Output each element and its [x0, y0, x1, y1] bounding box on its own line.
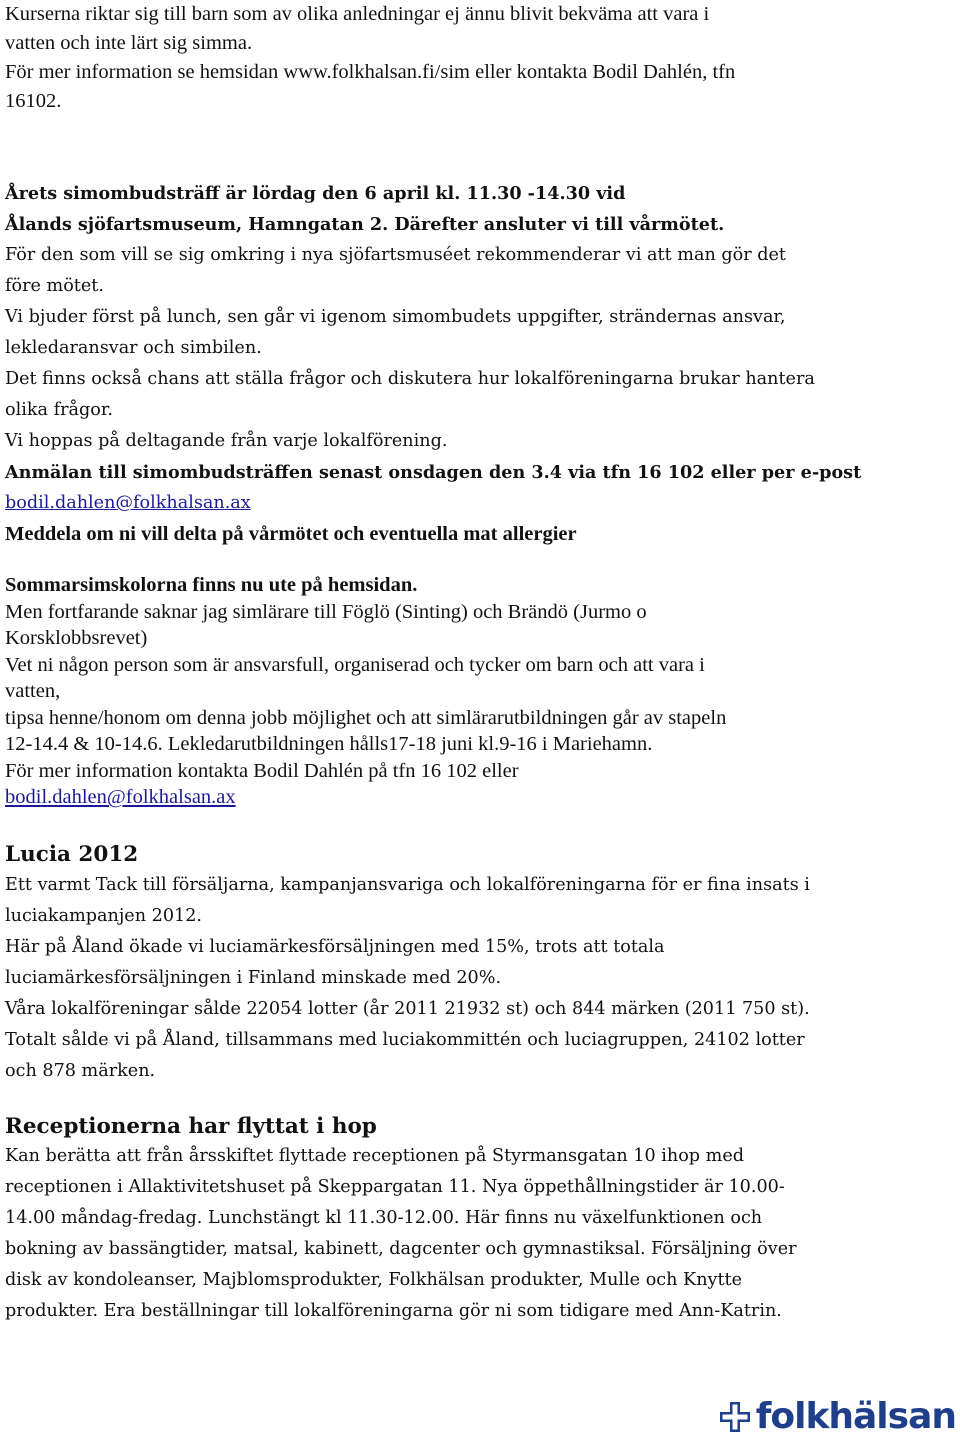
lucia-line: Totalt sålde vi på Åland, tillsammans med luciakommittén och luciagruppen, 24102 lotter — [5, 1030, 805, 1050]
meeting-line: olika frågor. — [5, 400, 113, 420]
summer-line: vatten, — [5, 680, 61, 702]
lucia-line: luciakampanjen 2012. — [5, 906, 203, 926]
meeting-line: Vi bjuder först på lunch, sen går vi igenom simombudets uppgifter, strändernas ansvar, — [5, 307, 786, 327]
folkhalsan-logo — [720, 1396, 956, 1437]
intro-line: 16102. — [5, 90, 62, 112]
lucia-line: luciamärkesförsäljningen i Finland minskade med 20%. — [5, 968, 502, 988]
reception-line: Kan berätta att från årsskiftet flyttade receptionen på Styrmansgatan 10 ihop med — [5, 1146, 745, 1166]
meeting-bold-line: Ålands sjöfartsmuseum, Hamngatan 2. Därefter ansluter vi till vårmötet. — [5, 214, 725, 235]
meeting-line: Det finns också chans att ställa frågor och diskutera hur lokalföreningarna brukar hantera — [5, 369, 815, 389]
meeting-section — [5, 178, 861, 550]
intro-line: För mer information se hemsidan www.folkhalsan.fi/sim eller kontakta Bodil Dahlén, tfn — [5, 61, 736, 83]
reception-line: 14.00 måndag-fredag. Lunchstängt kl 11.30-12.00. Här finns nu växelfunktionen och — [5, 1208, 763, 1228]
folkhalsan-cross-icon — [720, 1402, 750, 1432]
meeting-line: lekledaransvar och simbilen. — [5, 338, 262, 358]
summer-line: Vet ni någon person som är ansvarsfull, organiserad och tycker om barn och att vara i — [5, 653, 705, 676]
meeting-line: För den som vill se sig omkring i nya sjöfartsmuséet rekommenderar vi att man gör det — [5, 245, 786, 265]
intro-line: vatten och inte lärt sig simma. — [5, 32, 253, 54]
summer-heading: Sommarsimskolorna finns nu ute på hemsidan. — [5, 574, 418, 596]
meeting-email-link[interactable]: bodil.dahlen@folkhalsan.ax — [5, 493, 251, 513]
reception-section — [5, 1141, 797, 1327]
lucia-section — [5, 870, 810, 1087]
summer-line: Korsklobbsrevet) — [5, 627, 148, 649]
summer-line: tipsa henne/honom om denna jobb möjlighet och att simlärarutbildningen går av stapeln — [5, 706, 727, 729]
intro-line: Kurserna riktar sig till barn som av olika anledningar ej ännu blivit bekväma att vara i — [5, 3, 710, 25]
reception-line: receptionen i Allaktivitetshuset på Skeppargatan 11. Nya öppethållningstider är 10.00- — [5, 1177, 785, 1197]
summer-line: För mer information kontakta Bodil Dahlén på tfn 16 102 eller — [5, 759, 519, 782]
lucia-line: och 878 märken. — [5, 1061, 156, 1081]
reception-line: disk av kondoleanser, Majblomsprodukter, Folkhälsan produkter, Mulle och Knytte — [5, 1270, 743, 1290]
summer-line: Men fortfarande saknar jag simlärare till Föglö (Sinting) och Brändö (Jurmo o — [5, 600, 647, 623]
intro-paragraph — [5, 0, 735, 116]
lucia-line: Ett varmt Tack till försäljarna, kampanjansvariga och lokalföreningarna för er fina insats i — [5, 875, 810, 895]
signup-line: Anmälan till simombudsträffen senast onsdagen den 3.4 via tfn 16 102 eller per e-post — [5, 462, 862, 483]
lucia-line: Våra lokalföreningar sålde 22054 lotter (år 2011 21932 st) och 844 märken (2011 750 st). — [5, 999, 810, 1019]
summer-section — [5, 572, 726, 811]
summer-email-link[interactable]: bodil.dahlen@folkhalsan.ax — [5, 786, 236, 808]
lucia-line: Här på Åland ökade vi luciamärkesförsäljningen med 15%, trots att totala — [5, 937, 665, 957]
reception-line: bokning av bassängtider, matsal, kabinett, dagcenter och gymnastiksal. Försäljning över — [5, 1239, 797, 1259]
summer-line: 12-14.4 & 10-14.6. Lekledarutbildningen hålls17-18 juni kl.9-16 i Mariehamn. — [5, 733, 653, 755]
allergy-line: Meddela om ni vill delta på vårmötet och eventuella mat allergier — [5, 523, 577, 545]
logo-wordmark: folkhälsan — [755, 1396, 956, 1437]
reception-line: produkter. Era beställningar till lokalföreningarna gör ni som tidigare med Ann-Katrin. — [5, 1301, 782, 1321]
reception-heading: Receptionerna har flyttat i hop — [5, 1114, 377, 1139]
meeting-line: före mötet. — [5, 276, 104, 296]
meeting-bold-line: Årets simombudsträff är lördag den 6 april kl. 11.30 -14.30 vid — [5, 183, 626, 204]
meeting-line: Vi hoppas på deltagande från varje lokalförening. — [5, 431, 448, 451]
lucia-heading: Lucia 2012 — [5, 842, 139, 867]
